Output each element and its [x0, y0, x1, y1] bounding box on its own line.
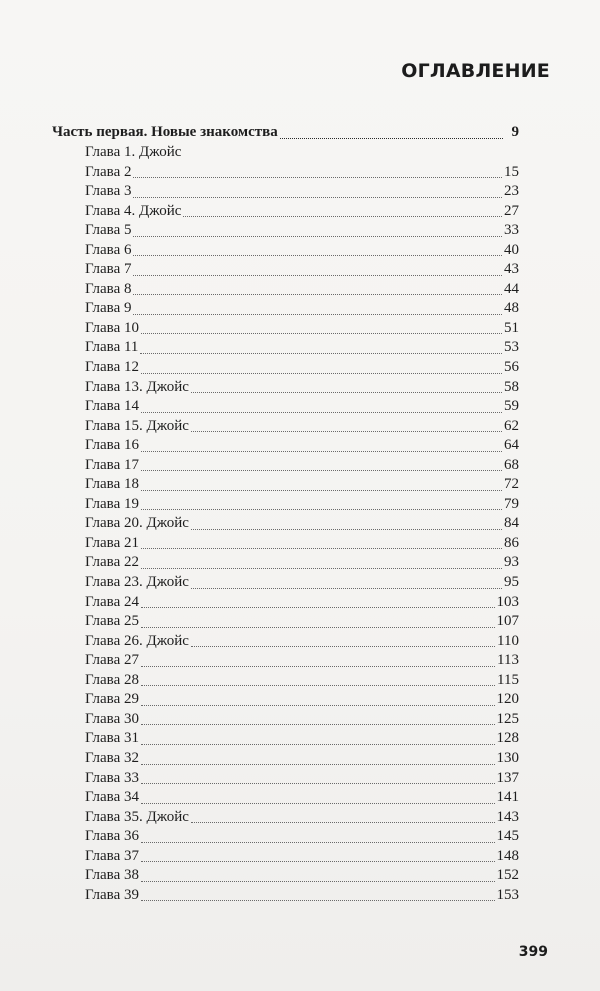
toc-leader	[141, 704, 495, 706]
toc-chapter-label: Глава 24	[85, 593, 139, 610]
toc-chapter-entry	[52, 866, 519, 886]
toc-chapter-entry	[52, 143, 519, 163]
toc-part-entry	[52, 121, 519, 143]
toc-chapter-entry	[52, 788, 519, 808]
toc-chapter-entry	[52, 573, 519, 593]
toc-chapter-page: 115	[497, 671, 519, 688]
toc-leader	[133, 293, 502, 295]
toc-leader	[141, 606, 495, 608]
toc-chapter-page: 93	[504, 554, 519, 571]
toc-chapter-label: Глава 8	[85, 280, 132, 297]
toc-chapter-label: Глава 13. Джойс	[85, 378, 189, 395]
toc-chapter-label: Глава 21	[85, 534, 139, 551]
toc-chapter-entry	[52, 593, 519, 613]
toc-leader	[141, 880, 495, 882]
toc-chapter-page: 107	[496, 613, 519, 630]
toc-chapter-page: 95	[504, 574, 519, 591]
toc-chapter-page: 125	[496, 710, 519, 727]
toc-chapter-page: 152	[496, 867, 519, 884]
toc-chapter-label: Глава 7	[85, 261, 132, 278]
toc-chapter-entry	[52, 417, 519, 437]
toc-chapter-label: Глава 32	[85, 749, 139, 766]
toc-chapter-page: 33	[504, 222, 519, 239]
toc-chapter-entry	[52, 632, 519, 652]
toc-chapter-page: 43	[504, 261, 519, 278]
toc-leader	[191, 587, 502, 589]
toc-chapter-label: Глава 37	[85, 847, 139, 864]
toc-chapter-label: Глава 23. Джойс	[85, 574, 189, 591]
toc-chapter-label: Глава 20. Джойс	[85, 515, 189, 532]
toc-chapter-page: 143	[496, 808, 519, 825]
toc-leader	[183, 215, 502, 217]
toc-leader	[141, 508, 502, 510]
toc-leader	[141, 899, 495, 901]
toc-chapter-label: Глава 18	[85, 476, 139, 493]
toc-leader	[133, 274, 502, 276]
toc-chapter-entry	[52, 847, 519, 867]
toc-leader	[141, 723, 495, 725]
toc-chapter-entry	[52, 436, 519, 456]
toc-chapter-page: 40	[504, 241, 519, 258]
toc-chapter-entry	[52, 182, 519, 202]
toc-chapter-entry	[52, 671, 519, 691]
toc-chapter-entry	[52, 710, 519, 730]
toc-leader	[141, 567, 502, 569]
toc-chapter-label: Глава 29	[85, 691, 139, 708]
toc-leader	[141, 841, 495, 843]
toc-chapter-label: Глава 33	[85, 769, 139, 786]
toc-chapter-label: Глава 19	[85, 495, 139, 512]
toc-chapter-entry	[52, 690, 519, 710]
page-title: ОГЛАВЛЕНИЕ	[401, 60, 550, 82]
toc-leader	[191, 391, 502, 393]
toc-leader	[141, 489, 502, 491]
toc-chapter-page: 141	[496, 789, 519, 806]
toc-leader	[191, 821, 495, 823]
toc-chapter-label: Глава 9	[85, 300, 132, 317]
toc-chapter-label: Глава 6	[85, 241, 132, 258]
toc-chapter-page: 72	[504, 476, 519, 493]
toc-chapter-label: Глава 26. Джойс	[85, 632, 189, 649]
toc-chapter-label: Глава 1. Джойс	[85, 144, 182, 160]
toc-chapter-page: 145	[496, 828, 519, 845]
toc-chapter-entry	[52, 163, 519, 183]
toc-chapter-label: Глава 36	[85, 828, 139, 845]
toc-chapter-entry	[52, 319, 519, 339]
toc-leader	[141, 450, 502, 452]
toc-leader	[141, 547, 502, 549]
toc-chapter-entry	[52, 749, 519, 769]
toc-leader	[141, 332, 502, 334]
toc-chapter-label: Глава 3	[85, 183, 132, 200]
toc-chapter-label: Глава 25	[85, 613, 139, 630]
toc-leader	[141, 411, 502, 413]
toc-leader	[133, 176, 502, 178]
toc-part-label: Часть первая. Новые знакомства	[52, 124, 278, 140]
toc-chapter-page: 103	[496, 593, 519, 610]
toc-leader	[133, 313, 502, 315]
toc-chapter-entry	[52, 397, 519, 417]
toc-chapter-page: 58	[504, 378, 519, 395]
toc-chapter-label: Глава 4. Джойс	[85, 202, 182, 219]
toc-chapter-label: Глава 30	[85, 710, 139, 727]
toc-chapter-label: Глава 28	[85, 671, 139, 688]
toc-chapter-entry	[52, 378, 519, 398]
toc-chapter-page: 137	[496, 769, 519, 786]
toc-chapter-page: 128	[496, 730, 519, 747]
toc-leader	[141, 782, 495, 784]
toc-chapter-page: 27	[504, 202, 519, 219]
toc-chapter-page: 48	[504, 300, 519, 317]
toc-chapter-page: 68	[504, 456, 519, 473]
toc-chapter-label: Глава 14	[85, 398, 139, 415]
toc-chapter-page: 110	[497, 632, 519, 649]
toc-chapter-page: 23	[504, 183, 519, 200]
toc-chapter-entry	[52, 553, 519, 573]
toc-chapter-label: Глава 27	[85, 652, 139, 669]
toc-chapter-entry	[52, 612, 519, 632]
toc-chapter-entry	[52, 475, 519, 495]
toc-chapter-page: 44	[504, 280, 519, 297]
toc-chapter-entry	[52, 651, 519, 671]
toc-chapter-entry	[52, 495, 519, 515]
toc-chapter-entry	[52, 358, 519, 378]
toc-chapter-page: 130	[496, 749, 519, 766]
toc-chapter-label: Глава 5	[85, 222, 132, 239]
toc-leader	[141, 372, 502, 374]
toc-leader	[141, 860, 495, 862]
toc-chapter-entry	[52, 260, 519, 280]
toc-chapter-page: 64	[504, 437, 519, 454]
toc-chapter-page: 62	[504, 417, 519, 434]
toc-chapter-page: 148	[496, 847, 519, 864]
toc-chapter-page: 15	[504, 163, 519, 180]
toc-part-page: 9	[511, 124, 519, 140]
toc-chapter-page: 86	[504, 534, 519, 551]
toc-leader	[141, 763, 495, 765]
toc-chapter-entry	[52, 202, 519, 222]
toc-chapter-page: 113	[497, 652, 519, 669]
toc-chapter-page: 56	[504, 359, 519, 376]
toc-leader	[191, 645, 495, 647]
toc-leader	[183, 158, 503, 159]
toc-leader	[141, 684, 495, 686]
toc-chapter-page: 153	[496, 886, 519, 903]
toc-chapter-label: Глава 22	[85, 554, 139, 571]
toc-chapter-page: 120	[496, 691, 519, 708]
toc-chapter-entry	[52, 338, 519, 358]
toc-chapter-entry	[52, 241, 519, 261]
toc-leader	[140, 352, 502, 354]
toc-chapter-entry	[52, 221, 519, 241]
toc-chapter-entry	[52, 280, 519, 300]
toc-chapter-label: Глава 10	[85, 319, 139, 336]
toc-chapter-label: Глава 34	[85, 789, 139, 806]
toc-chapter-page: 84	[504, 515, 519, 532]
toc-chapter-entry	[52, 299, 519, 319]
toc-chapter-label: Глава 12	[85, 359, 139, 376]
page-number: 399	[518, 944, 548, 960]
toc-chapter-entry	[52, 729, 519, 749]
toc-leader	[141, 626, 495, 628]
toc-leader	[191, 430, 502, 432]
toc-chapter-label: Глава 39	[85, 886, 139, 903]
toc-chapter-label: Глава 16	[85, 437, 139, 454]
toc-chapter-label: Глава 11	[85, 339, 139, 356]
toc-chapter-entry	[52, 534, 519, 554]
toc-chapter-entry	[52, 456, 519, 476]
toc-chapter-label: Глава 31	[85, 730, 139, 747]
toc-leader	[141, 469, 502, 471]
toc-chapter-label: Глава 38	[85, 867, 139, 884]
toc-leader	[280, 137, 503, 139]
toc-chapter-entry	[52, 514, 519, 534]
toc-chapter-label: Глава 15. Джойс	[85, 417, 189, 434]
toc-leader	[141, 802, 495, 804]
toc-leader	[133, 254, 502, 256]
toc-leader	[133, 235, 502, 237]
toc-chapter-page: 53	[504, 339, 519, 356]
toc-leader	[141, 743, 495, 745]
toc-leader	[191, 528, 502, 530]
toc-chapter-label: Глава 2	[85, 163, 132, 180]
toc-leader	[141, 665, 495, 667]
toc-chapter-entry	[52, 808, 519, 828]
toc-leader	[133, 196, 502, 198]
toc-chapter-page: 59	[504, 398, 519, 415]
toc-chapter-label: Глава 17	[85, 456, 139, 473]
table-of-contents	[52, 121, 519, 905]
toc-chapter-entry	[52, 886, 519, 906]
toc-chapter-page: 51	[504, 319, 519, 336]
toc-chapter-entry	[52, 769, 519, 789]
toc-chapter-entry	[52, 827, 519, 847]
toc-chapter-label: Глава 35. Джойс	[85, 808, 189, 825]
toc-chapter-page: 79	[504, 495, 519, 512]
